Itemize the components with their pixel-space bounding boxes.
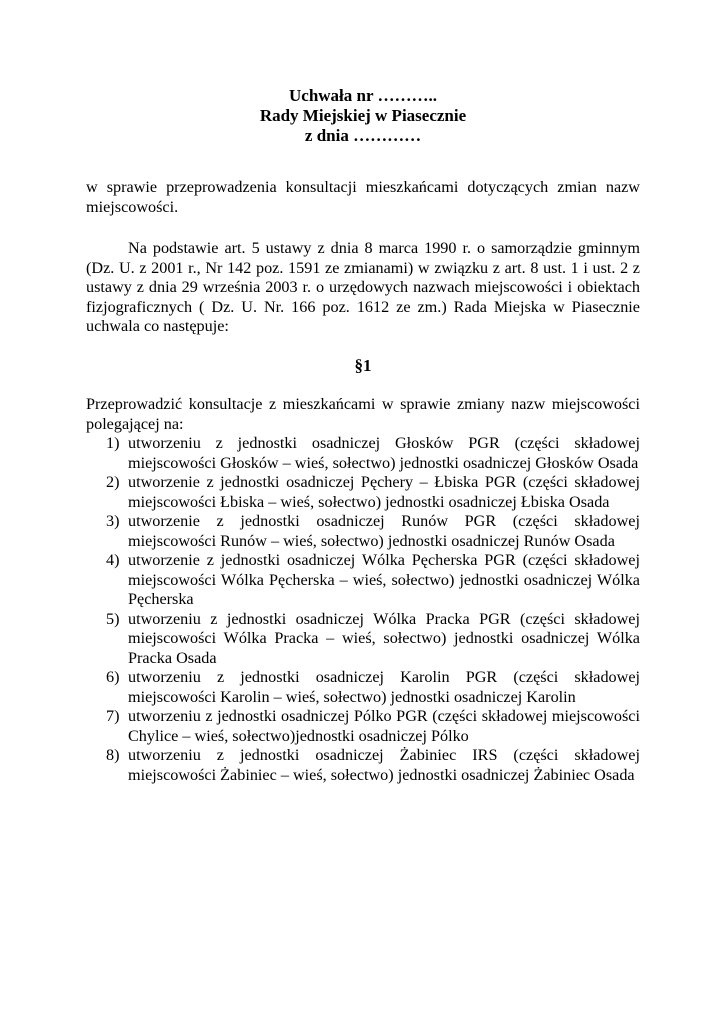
list-item [86,512,640,551]
list-item-text: utworzeniu z jednostki osadniczej Pólko PGR (części składowej miejscowości Chylice – wieś, sołectwo)jednostki osadniczej Pólko [128,707,640,745]
resolution-subject: w sprawie przeprowadzenia konsultacji mieszkańcami dotyczących zmian nazw miejscowości. [86,178,640,216]
title-line-date: z dnia ………… [304,126,422,145]
list-item [86,551,640,610]
list-item-number: 1) [106,434,120,452]
list-item [86,473,640,512]
list-item-number: 2) [106,473,120,491]
list-item [86,707,640,746]
list-item-number: 5) [106,609,120,628]
list-item-number: 8) [106,746,120,764]
legal-basis-paragraph: Na podstawie art. 5 ustawy z dnia 8 marca 1990 r. o samorządzie gminnym (Dz. U. z 2001 r., Nr 142 poz. 1591 ze zmianami) w związku z art. 8 ust. 1 i ust. 2 z ustawy z dnia 29 września 2003 r. o urzędowych nazwach miejscowości i obiektach fizjograficznych ( Dz. U. Nr. 166 poz. 1612 ze zm.) Rada Miejska w Piasecznie uchwala co następuje: [86,239,640,335]
list-item-number: 6) [106,668,120,686]
list-item-number: 4) [106,551,120,569]
consultation-items-list [86,434,640,785]
list-item-text: utworzeniu z jednostki osadniczej Głosków PGR (części składowej miejscowości Głosków – wieś, sołectwo) jednostki osadniczej Głosków Osada [128,434,640,472]
list-item-text: utworzenie z jednostki osadniczej Pęchery – Łbiska PGR (części składowej miejscowości Łbiska – wieś, sołectwo) jednostki osadniczej Łbiska Osada [128,473,640,511]
list-item [86,434,640,473]
list-item [86,610,640,669]
list-item-text: utworzenie z jednostki osadniczej Wólka Pęcherska PGR (części składowej miejscowości Wólka Pęcherska – wieś, sołectwo) jednostki osadniczej Wólka Pęcherska [128,551,640,608]
title-line-resolution-number: Uchwała nr ……….. [289,86,437,105]
list-item [86,746,640,785]
list-item-text: utworzeniu z jednostki osadniczej Żabiniec IRS (części składowej miejscowości Żabiniec – wieś, sołectwo) jednostki osadniczej Żabiniec Osada [128,746,640,784]
section-mark: §1 [354,355,372,375]
list-item [86,668,640,707]
list-item-number: 3) [106,512,120,530]
list-item-number: 7) [106,707,120,725]
document-page [86,86,640,785]
list-item-text: utworzeniu z jednostki osadniczej Wólka Pracka PGR (części składowej miejscowości Wólka Pracka – wieś, sołectwo) jednostki osadniczej Wólka Pracka Osada [128,609,640,667]
list-item-text: utworzenie z jednostki osadniczej Runów PGR (części składowej miejscowości Runów – wieś, sołectwo) jednostki osadniczej Runów Osada [128,512,640,550]
section-intro: Przeprowadzić konsultacje z mieszkańcami w sprawie zmiany nazw miejscowości polegającej na: [86,395,640,433]
title-line-council: Rady Miejskiej w Piasecznie [259,106,467,125]
list-item-text: utworzeniu z jednostki osadniczej Karolin PGR (części składowej miejscowości Karolin – wieś, sołectwo) jednostki osadniczej Karolin [128,668,640,706]
resolution-title [86,86,640,146]
